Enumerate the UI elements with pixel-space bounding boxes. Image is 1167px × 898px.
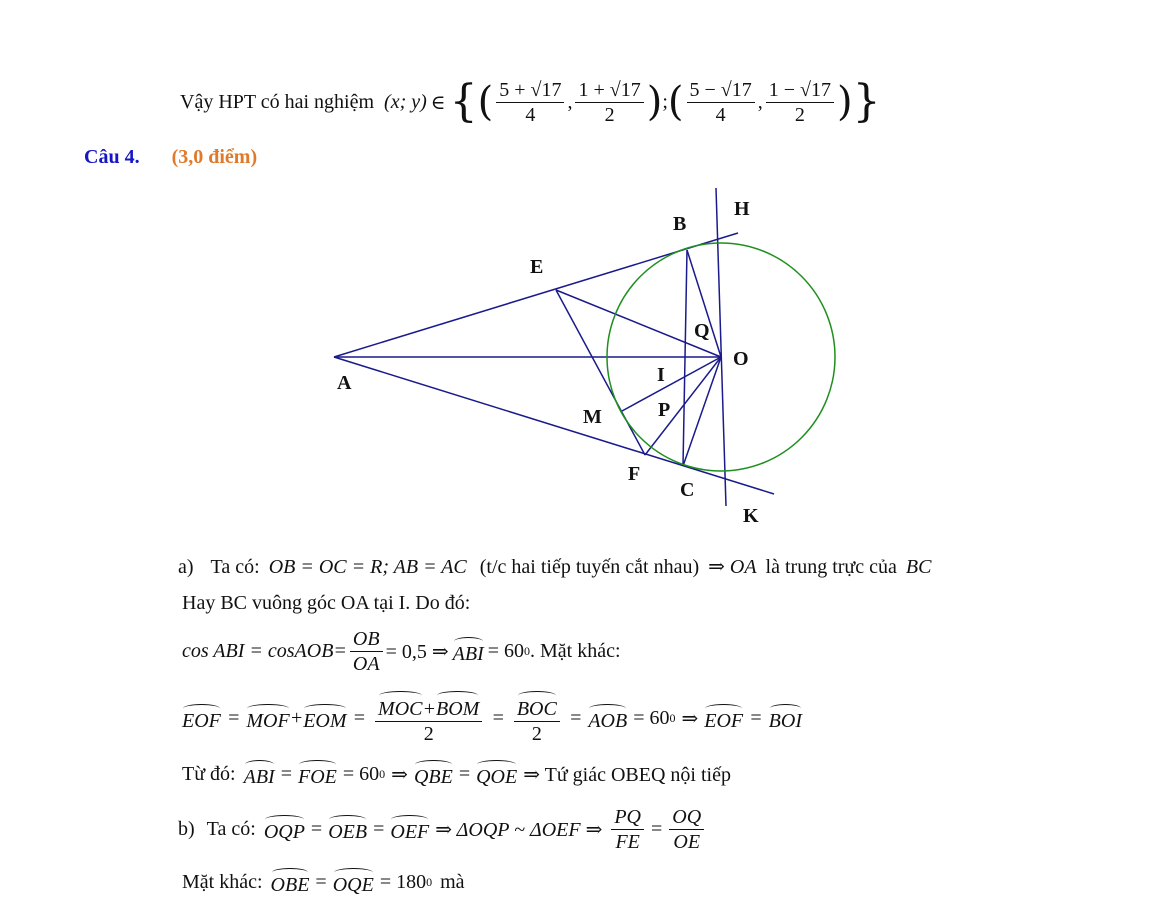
part-a-line-4: EOF = MOF + EOM = $\frac{\text{MOC+BOM}}{2}$ = $\frac{\text{BOC}}{2}$ = AOB = 60 0 ⇒ EOF = BOI [182, 688, 802, 748]
point-label-h: H [734, 198, 750, 220]
point-label-o: O [733, 348, 749, 370]
question-label: Câu 4. [84, 146, 140, 168]
fraction-ob-oa: $\frac{OB}{OA}$ [350, 627, 383, 676]
point-label-q: Q [694, 320, 710, 342]
point-label-p: P [658, 399, 671, 421]
part-a-line-2: Hay BC vuông góc OA tại I. Do đó: [182, 592, 471, 614]
element-of-symbol: ∈ [430, 91, 446, 114]
line-co [683, 357, 721, 466]
sol1-x: $\frac{5 + √17}{4}$ [496, 78, 564, 127]
point-label-c: C [680, 479, 695, 501]
part-a-line-3: cos ABI = cosAOB= $\frac{OB}{OA}$ = 0,5 ⇒ ABI = 60 0 . Mặt khác: [182, 627, 621, 675]
tangent-line-ac [334, 357, 774, 494]
point-label-i: I [657, 364, 665, 386]
conclusion-line: Vậy HPT có hai nghiệm (x; y) ∈ { ( $\frac{5 + √17}{4}$ , $\frac{1 + √17}{2}$ ) ; ( $\frac{5 - √17}{4}$ , $\frac{1 - √17}{2}$ ) } [180, 76, 881, 127]
part-a-line-5: Từ đó: ABI = FOE = 60 0 ⇒ QBE = QOE ⇒ Tứ giác OBEQ nội tiếp [182, 760, 731, 789]
point-label-e: E [530, 256, 544, 278]
point-label-b: B [673, 213, 687, 235]
point-label-m: M [583, 406, 602, 428]
fraction-oq-oe: $\frac{OQ}{OE}$ [669, 805, 704, 854]
var-pair: (x; y) [384, 90, 427, 113]
part-b-line-1: b) Ta có: OQP = OEB = OEF ⇒ ΔOQP ~ ΔOEF ⇒ $\frac{PQ}{FE}$ = $\frac{OQ}{OE}$ [178, 800, 707, 858]
sol2-x: $\frac{5 - √17}{4}$ [687, 78, 755, 127]
point-label-k: K [743, 505, 759, 527]
point-label-a: A [337, 372, 352, 394]
fraction-moc-bom: $\frac{\text{MOC+BOM}}{2}$ [375, 691, 482, 746]
line-bc [683, 250, 687, 466]
fraction-boc: $\frac{\text{BOC}}{2}$ [514, 691, 560, 746]
part-a-line-1: a) Ta có: OB = OC = R; AB = AC (t/c hai tiếp tuyến cắt nhau) ⇒ OA là trung trực của BC [178, 556, 932, 578]
conclusion-text: Vậy HPT có hai nghiệm [180, 90, 375, 113]
line-mo [622, 357, 721, 411]
part-b-line-2: Mặt khác: OBE = OQE = 180 0 mà [182, 868, 465, 897]
sol1-y: $\frac{1 + √17}{2}$ [575, 78, 643, 127]
fraction-pq-fe: $\frac{PQ}{FE}$ [611, 805, 644, 854]
point-label-f: F [628, 463, 641, 485]
question-points: (3,0 điểm) [171, 146, 258, 168]
sol2-y: $\frac{1 - √17}{2}$ [766, 78, 834, 127]
